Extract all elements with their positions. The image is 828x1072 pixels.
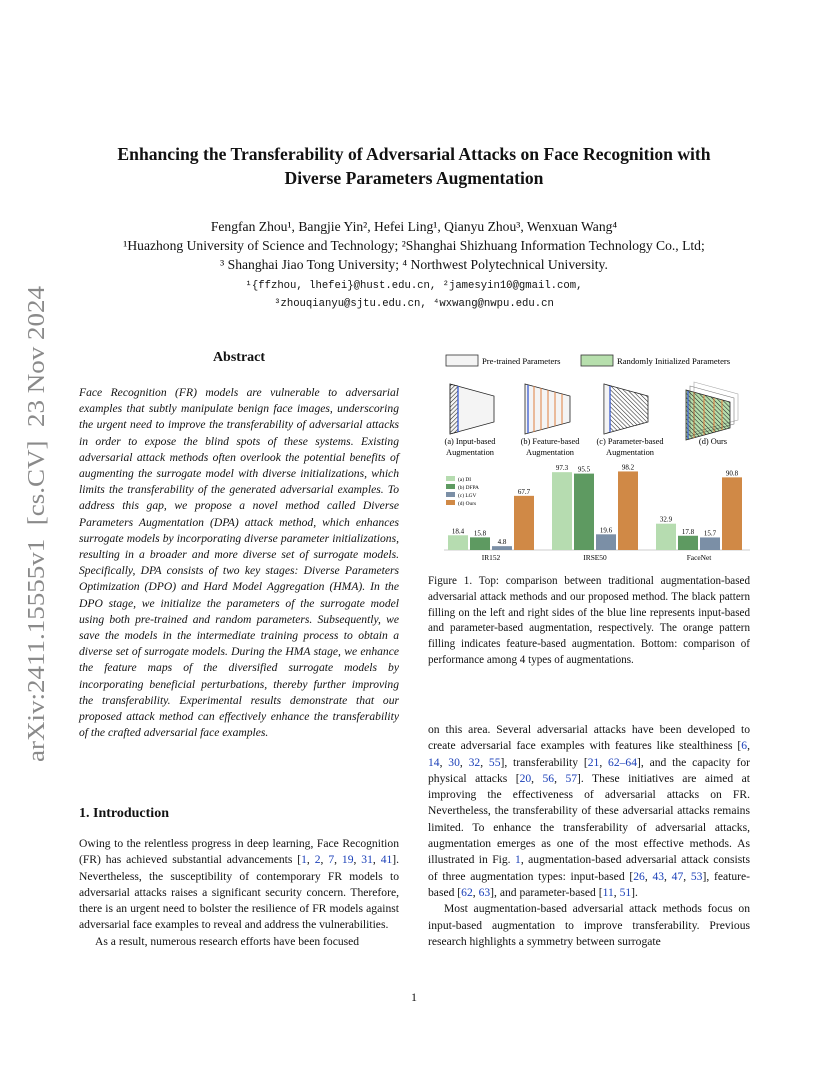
bar [618, 471, 638, 550]
bar-value-label: 19.6 [599, 526, 613, 535]
introduction-text [79, 836, 399, 950]
paper-title [60, 142, 768, 190]
bar [700, 537, 720, 550]
panel-a-label-1: (a) Input-based [444, 437, 496, 446]
bar [514, 496, 534, 550]
legend-label: (d) Ours [458, 501, 477, 507]
legend-random-swatch [581, 355, 613, 366]
citation-link[interactable]: 26 [633, 869, 645, 883]
email-block [40, 277, 788, 313]
panel-c-label-1: (c) Parameter-based [596, 437, 664, 446]
intro-p1-text-b: ]. Nevertheless, the susceptibility of contemporary FR models to adversarial attacks raises a significant security concern. Therefore, there is an urgent need to bolster the resilience of FR models against adversarial face examples to reveal and address the vulnerabilities. [79, 853, 400, 932]
panel-b-label-2: Augmentation [526, 448, 574, 457]
affiliations-line-1: ¹Huazhong University of Science and Technology; ²Shanghai Shizhuang Information Technology Co., Ltd; [123, 238, 705, 253]
citation-link[interactable]: 2 [314, 853, 321, 867]
title-line-2: Diverse Parameters Augmentation [284, 168, 544, 188]
legend-pretrained-swatch [446, 355, 478, 366]
right-paragraph-1 [428, 722, 750, 901]
right-column-text [428, 722, 750, 950]
rp1-t4: ]. These initiatives are aimed at improving the effectiveness of adversarial attacks on FR. Nevertheless, the transferability of these adversarial attacks remains limited. To enhance the transferability of adversarial attacks, augmentation emerges as one of the most effective methods. As illustrated in Fig. [428, 771, 751, 867]
panel-a-label-2: Augmentation [446, 448, 494, 457]
panel-c-label-2: Augmentation [606, 448, 654, 457]
legend-pretrained-label: Pre-trained Parameters [482, 356, 561, 366]
legend-label: (a) DI [458, 477, 472, 483]
citation-link[interactable]: 53 [690, 869, 703, 883]
arxiv-id-text: arXiv:2411.15555v1 [cs.CV] 23 Nov 2024 [24, 338, 50, 762]
citation-link[interactable]: 57 [565, 771, 578, 785]
panel-d-diagram [686, 382, 738, 440]
bar-value-label: 97.3 [555, 464, 569, 473]
citation-link[interactable]: 14 [428, 755, 440, 769]
legend-swatch [446, 484, 455, 489]
affiliations-line-2: ³ Shanghai Jiao Tong University; ⁴ Northwest Polytechnical University. [220, 257, 608, 272]
panel-a-diagram [450, 384, 494, 434]
bar [722, 477, 742, 550]
citation-link[interactable]: 56 [542, 771, 555, 785]
abstract-heading: Abstract [212, 350, 266, 365]
bar-value-label: 67.7 [517, 487, 531, 496]
bar-value-label: 98.2 [621, 463, 635, 472]
citation-link[interactable]: 31 [361, 853, 373, 867]
legend-swatch [446, 500, 455, 505]
emails-line-1: ¹{ffzhou, lhefei}@hust.edu.cn, ²jamesyin10@gmail.com, [245, 280, 583, 292]
figure-1 [424, 348, 756, 570]
citation-link[interactable]: 30 [448, 755, 460, 769]
intro-paragraph-2: As a result, numerous research efforts have been focused [95, 934, 360, 948]
intro-p1-citations: 1, 2, 7, 19, 31, 41 [301, 853, 393, 867]
citation-link[interactable]: 62 [461, 885, 473, 899]
rp1-t2: ], transferability [ [500, 755, 588, 769]
panel-d-label-1: (d) Ours [698, 437, 728, 446]
rp1-t3: ], and the capacity for physical attacks [ [428, 755, 751, 785]
citation-link[interactable]: 6 [741, 739, 748, 753]
section-heading-introduction: 1. Introduction [79, 806, 169, 821]
citation-link[interactable]: 32 [468, 755, 481, 769]
emails-line-2: ³zhouqianyu@sjtu.edu.cn, ⁴wxwang@nwpu.edu.cn [274, 298, 554, 310]
bar [574, 474, 594, 550]
bar-value-label: 17.8 [681, 527, 695, 536]
category-label: IR152 [481, 553, 501, 562]
category-label: IRSE50 [583, 553, 607, 562]
bar [470, 537, 490, 550]
rp1-c3: 20, 56, 57 [519, 771, 578, 785]
rp1-t6: ], feature-based [ [428, 869, 750, 899]
rp1-c5: 26, 43, 47, 53 [633, 869, 703, 883]
title-line-1: Enhancing the Transferability of Adversarial Attacks on Face Recognition with [117, 144, 711, 164]
citation-link[interactable]: 19 [341, 853, 354, 867]
rp1-c2: 21, 62–64 [587, 755, 638, 769]
citation-link[interactable]: 21 [587, 755, 600, 769]
bar-value-label: 32.9 [659, 515, 673, 524]
abstract-text: Face Recognition (FR) models are vulnerable to adversarial examples that subtly manipulate benign face images, underscoring the urgent need to improve the transferability of adversarial attacks in order to expose the blind spots of these systems. Existing adversarial attack methods often overlook the potential benefits of augmenting the surrogate model with diverse initializations, which limits the transferability of the generated adversarial examples. To address this gap, we propose a novel method called Diverse Parameters Augmentation (DPA) attack method, which enhances surrogate models by incorporating diverse parameter initializations, resulting in a broader and more diverse set of surrogate models. Specifically, DPA consists of two key stages: Diverse Parameters Optimization (DPO) and Hard Model Aggregation (HMA). In the DPO stage, we initialize the parameters of the surrogate model using both pre-trained and random parameters. Subsequently, we save the models in the intermediate training process to obtain a diverse set of surrogate models. During the HMA stage, we enhance the feature maps of the diversified surrogate models by incorporating beneficial perturbations, thereby further improving the transferability. Experimental results demonstrate that our proposed attack method can effectively enhance the transferability of the crafted adversarial face examples. [79, 386, 399, 740]
bar [596, 534, 616, 550]
bar [552, 472, 572, 550]
author-list: Fengfan Zhou¹, Bangjie Yin², Hefei Ling¹, Qianyu Zhou³, Wenxuan Wang⁴ [210, 219, 618, 234]
rp1-t8: ]. [631, 885, 638, 899]
rp1-c1: 6, 14, 30, 32, 55 [428, 739, 750, 769]
bar-value-label: 15.7 [703, 529, 717, 538]
bar [448, 535, 468, 550]
citation-link[interactable]: 7 [328, 853, 335, 867]
citation-link[interactable]: 43 [652, 869, 665, 883]
bar-value-label: 4.8 [497, 538, 507, 547]
arxiv-identifier [22, 282, 52, 762]
rp1-t5: , augmentation-based adversarial attack consists of three augmentation types: input-based [ [428, 853, 750, 883]
legend-label: (c) LGV [458, 493, 477, 499]
bar [656, 524, 676, 550]
legend-swatch [446, 476, 455, 481]
legend-swatch [446, 492, 455, 497]
citation-link[interactable]: 51 [619, 885, 632, 899]
bar-value-label: 95.5 [577, 465, 591, 474]
figure-1-caption: Figure 1. Top: comparison between traditional augmentation-based adversarial attack methods and our proposed method. The black pattern filling on the left and right sides of the blue line represents input-based and parameter-based augmentation, respectively. The orange pattern filling indicates feature-based augmentation. Bottom: comparison of performance among 4 types of augmentations. [428, 575, 750, 666]
rp1-c6: 62, 63 [461, 885, 491, 899]
intro-paragraph-1 [79, 836, 399, 934]
citation-link[interactable]: 20 [519, 771, 532, 785]
author-block [40, 217, 788, 274]
legend-label: (b) DFPA [458, 485, 479, 491]
rp1-c7: 11, 51 [602, 885, 632, 899]
performance-bar-chart [444, 463, 750, 562]
panel-b-label-1: (b) Feature-based [520, 437, 580, 446]
bar-value-label: 15.8 [473, 529, 487, 538]
citation-link[interactable]: 62–64 [608, 755, 638, 769]
right-paragraph-2: Most augmentation-based adversarial attack methods focus on input-based augmentation to improve transferability. Previous research highlights a symmetry between surrogate [428, 902, 750, 948]
category-label: FaceNet [686, 553, 712, 562]
panel-c-diagram [604, 384, 648, 434]
citation-link[interactable]: 41 [380, 853, 393, 867]
panel-b-diagram [525, 384, 570, 434]
legend-random-label: Randomly Initialized Parameters [617, 356, 731, 366]
bar-value-label: 18.4 [451, 527, 465, 536]
citation-link[interactable]: 55 [488, 755, 501, 769]
citation-link[interactable]: 11 [602, 885, 614, 899]
bar-value-label: 90.8 [725, 469, 739, 478]
page-number: 1 [411, 990, 417, 1004]
rp1-t7: ], and parameter-based [ [490, 885, 603, 899]
citation-link[interactable]: 63 [478, 885, 491, 899]
bar [678, 536, 698, 550]
bar [492, 546, 512, 550]
intro-p1-text-a: Owing to the relentless progress in deep learning, Face Recognition (FR) has achieved substantial advancements [ [79, 837, 399, 867]
citation-link[interactable]: 1 [301, 853, 307, 867]
rp1-t1: on this area. Several adversarial attacks have been developed to create adversarial face examples with features like stealthiness [ [428, 723, 750, 753]
citation-link[interactable]: 47 [671, 869, 684, 883]
citation-link[interactable]: 1 [515, 853, 521, 867]
